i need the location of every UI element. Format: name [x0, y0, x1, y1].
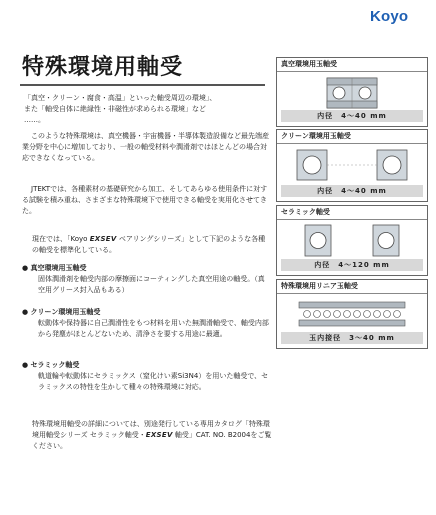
paragraph-market: このような特殊環境は、真空機器・宇宙機器・半導体製造設備など最先端産業分野を中心に増加しており、一般の軸受材料や潤滑剤ではほとんどの場合対応できなくなっている。 — [22, 132, 269, 162]
koyo-logo: Koyo — [370, 8, 409, 25]
list-item-ceramic — [22, 360, 270, 393]
product-box-vacuum — [276, 57, 428, 127]
product-box-title: 特殊環境用リニア玉軸受 — [277, 280, 427, 294]
list-item-desc: 軌道輪や転動体にセラミックス（窒化けい素Si3N4）を用いた軸受で、セラミックスの特性を生かして種々の特殊環境に対応。 — [38, 372, 269, 391]
product-box-clean — [276, 129, 428, 202]
closing-text-2: 軸受」CAT. NO. B2004をご覧ください。 — [32, 431, 272, 450]
paragraph-jtekt: JTEKTでは、各種素材の基礎研究から加工、そしてあらゆる使用条件に対する試験を積み重ね、さまざまな特殊環境下で使用できる軸受を実用化させてきた。 — [22, 185, 268, 215]
intro-line-1: 「真空・クリーン・腐食・高温」といった軸受周辺の環境」、 — [24, 94, 217, 102]
bearing-figure — [277, 294, 427, 348]
exsev-brand: EXSEV — [89, 235, 117, 243]
product-box-spec: 内径 4～40 mm — [281, 185, 423, 197]
intro-line-2: また「軸受自体に絶縁性・非磁性が求められる環境」など — [24, 105, 206, 113]
intro-quote — [22, 93, 270, 126]
list-item-desc: 転動体や保持器に自己潤滑性をもつ材料を用いた無潤滑軸受で、軸受内部から発塵がほとんどないため、清浄さを要する用途に最適。 — [38, 319, 269, 338]
product-box-spec: 玉内接径 3～40 mm — [281, 332, 423, 344]
product-box-title: クリーン環境用玉軸受 — [277, 130, 427, 144]
title-divider — [20, 84, 265, 86]
page-title: 特殊環境用軸受 — [22, 55, 184, 80]
list-item-head: ● 真空環境用玉軸受 — [22, 264, 87, 272]
closing-text-1: 特殊環境用軸受の詳細については、別途発行している専用カタログ「特殊環境用軸受シリーズ セラミック軸受・ — [32, 420, 270, 439]
bearing-figure — [277, 72, 427, 126]
paragraph-standardization — [32, 234, 270, 256]
product-box-ceramic — [276, 205, 428, 276]
list-item-vacuum — [22, 263, 270, 296]
product-box-spec: 内径 4～40 mm — [281, 110, 423, 122]
standardization-prefix: 現在では、「Koyo — [32, 235, 90, 243]
list-item-clean — [22, 307, 270, 340]
bearing-figure — [277, 220, 427, 275]
product-box-linear — [276, 279, 428, 349]
list-item-desc: 固体潤滑剤を軸受内部の摩擦面にコーティングした真空用途の軸受。（真空用グリース封入品もある） — [38, 275, 265, 294]
intro-line-3: ……。 — [24, 116, 45, 124]
product-box-spec: 内径 4～120 mm — [281, 259, 423, 271]
bearing-figure — [277, 144, 427, 201]
list-item-head: ● クリーン環境用玉軸受 — [22, 308, 101, 316]
product-box-title: セラミック軸受 — [277, 206, 427, 220]
list-item-head: ● セラミック軸受 — [22, 361, 80, 369]
standardization-suffix: ベアリングシリーズ」として下記のような各種の軸受を標準化している。 — [32, 235, 266, 254]
product-box-title: 真空環境用玉軸受 — [277, 58, 427, 72]
closing-paragraph — [32, 419, 272, 452]
exsev-brand: EXSEV — [145, 431, 173, 439]
